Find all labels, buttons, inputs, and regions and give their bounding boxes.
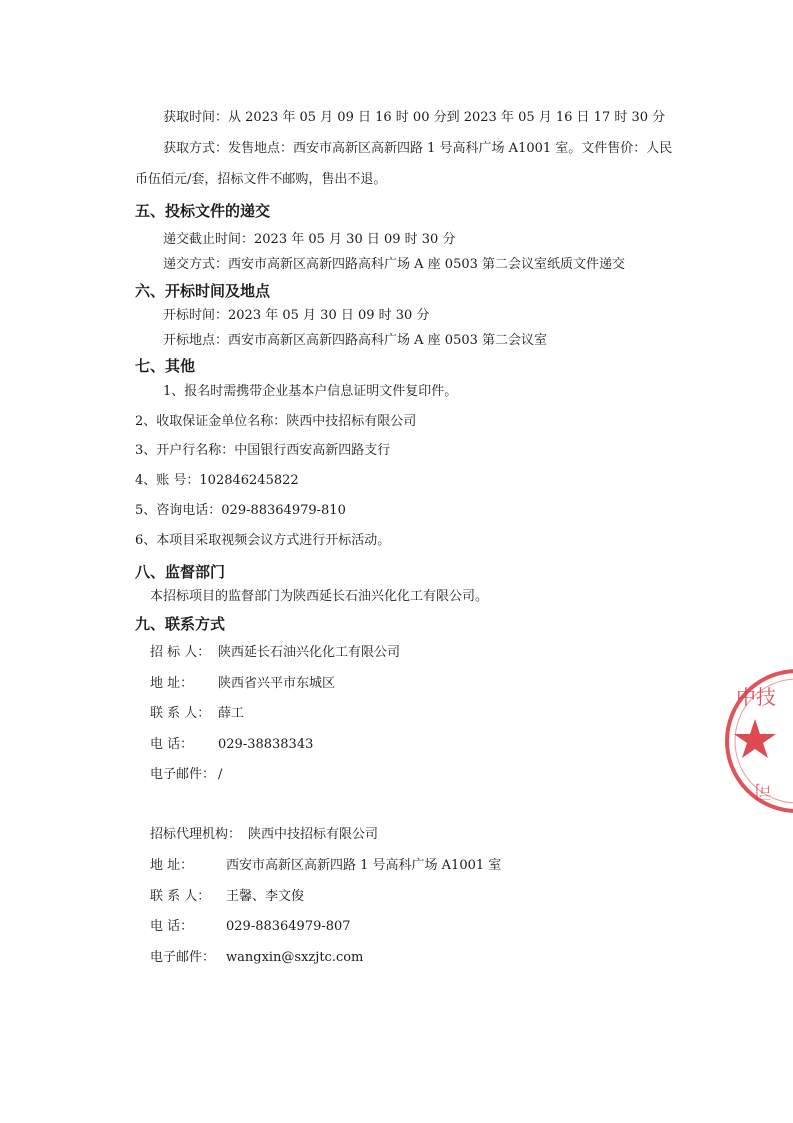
submission-method-value: 西安市高新区高新四路高科广场 A 座 0503 第二会议室纸质文件递交 [228, 257, 626, 272]
deadline-label: 递交截止时间： [163, 232, 255, 247]
tenderer-name-value: 陕西延长石油兴化化工有限公司 [218, 645, 401, 660]
opening-time-label: 开标时间： [163, 308, 229, 323]
obtain-time-line [163, 109, 665, 127]
opening-time-value: 2023 年 05 月 30 日 09 时 30 分 [228, 308, 430, 323]
tenderer-contact-line [150, 705, 244, 723]
opening-place-label: 开标地点： [163, 333, 229, 348]
section-9-heading: 九、联系方式 [135, 615, 226, 633]
tenderer-name-label: 招 标 人： [150, 645, 211, 660]
submission-method-label: 递交方式： [163, 257, 229, 272]
tenderer-contact-value: 薛工 [218, 706, 245, 721]
other-item: 1、报名时需携带企业基本户信息证明文件复印件。 [163, 384, 458, 399]
obtain-time-label: 获取时间： [163, 110, 229, 125]
agency-email-line [150, 949, 363, 967]
section-5-heading: 五、投标文件的递交 [135, 202, 271, 220]
agency-email-label: 电子邮件： [150, 950, 216, 965]
supervision-text: 本招标项目的监督部门为陕西延长石油兴化化工有限公司。 [150, 589, 489, 604]
tenderer-phone-label: 电 话： [150, 737, 194, 752]
other-item: 4、账 号：102846245822 [135, 473, 299, 488]
section-7-heading: 七、其他 [135, 357, 196, 375]
tenderer-phone-line [150, 736, 313, 754]
company-seal [722, 664, 793, 824]
tenderer-email-label: 电子邮件： [150, 767, 216, 782]
tenderer-address-line [150, 675, 335, 693]
tenderer-address-value: 陕西省兴平市东城区 [218, 676, 336, 691]
section-8-heading: 八、监督部门 [135, 563, 226, 581]
agency-phone-line [150, 918, 351, 936]
section-6-heading: 六、开标时间及地点 [135, 282, 271, 300]
opening-place-line [163, 332, 547, 350]
tenderer-name-line [150, 644, 400, 662]
agency-address-value: 西安市高新区高新四路 1 号高科广场 A1001 室 [226, 858, 502, 873]
tenderer-email-value: / [218, 767, 223, 782]
agency-phone-value: 029-88364979-807 [226, 919, 351, 934]
submission-method-line [163, 256, 625, 274]
tenderer-contact-label: 联 系 人： [150, 706, 211, 721]
other-item: 3、开户行名称：中国银行西安高新四路支行 [135, 443, 391, 458]
star-icon [734, 719, 776, 758]
agency-address-label: 地 址： [150, 858, 194, 873]
tenderer-address-label: 地 址： [150, 676, 194, 691]
other-item: 5、咨询电话：029-88364979-810 [135, 503, 346, 518]
tenderer-email-line [150, 766, 222, 784]
agency-name-label: 招标代理机构： [150, 827, 242, 842]
seal-bottom-mark: 司 [754, 780, 772, 801]
obtain-time-value: 从 2023 年 05 月 09 日 16 时 00 分到 2023 年 05 月 16 日 17 时 30 分 [228, 110, 666, 125]
agency-contact-label: 联 系 人： [150, 889, 211, 904]
opening-time-line [163, 307, 429, 325]
seal-text: 中技 [736, 685, 776, 709]
tenderer-phone-value: 029-38838343 [218, 737, 314, 752]
obtain-method-line [163, 140, 672, 158]
deadline-line [163, 231, 455, 249]
obtain-method-label: 获取方式： [163, 141, 229, 156]
agency-name-value: 陕西中技招标有限公司 [248, 827, 379, 842]
deadline-value: 2023 年 05 月 30 日 09 时 30 分 [254, 232, 456, 247]
obtain-method-line-2: 币伍佰元/套，招标文件不邮购，售出不退。 [135, 172, 387, 187]
other-item: 6、本项目采取视频会议方式进行开标活动。 [135, 533, 391, 548]
agency-phone-label: 电 话： [150, 919, 194, 934]
agency-contact-line [150, 888, 304, 906]
opening-place-value: 西安市高新区高新四路高科广场 A 座 0503 第二会议室 [228, 333, 548, 348]
agency-contact-value: 王馨、李文俊 [226, 889, 305, 904]
other-item: 2、收取保证金单位名称：陕西中技招标有限公司 [135, 414, 417, 429]
agency-address-line [150, 857, 501, 875]
obtain-method-value: 发售地点：西安市高新区高新四路 1 号高科广场 A1001 室。文件售价：人民 [228, 141, 673, 156]
agency-name-line [150, 826, 378, 844]
agency-email-value: wangxin@sxzjtc.com [226, 950, 364, 965]
